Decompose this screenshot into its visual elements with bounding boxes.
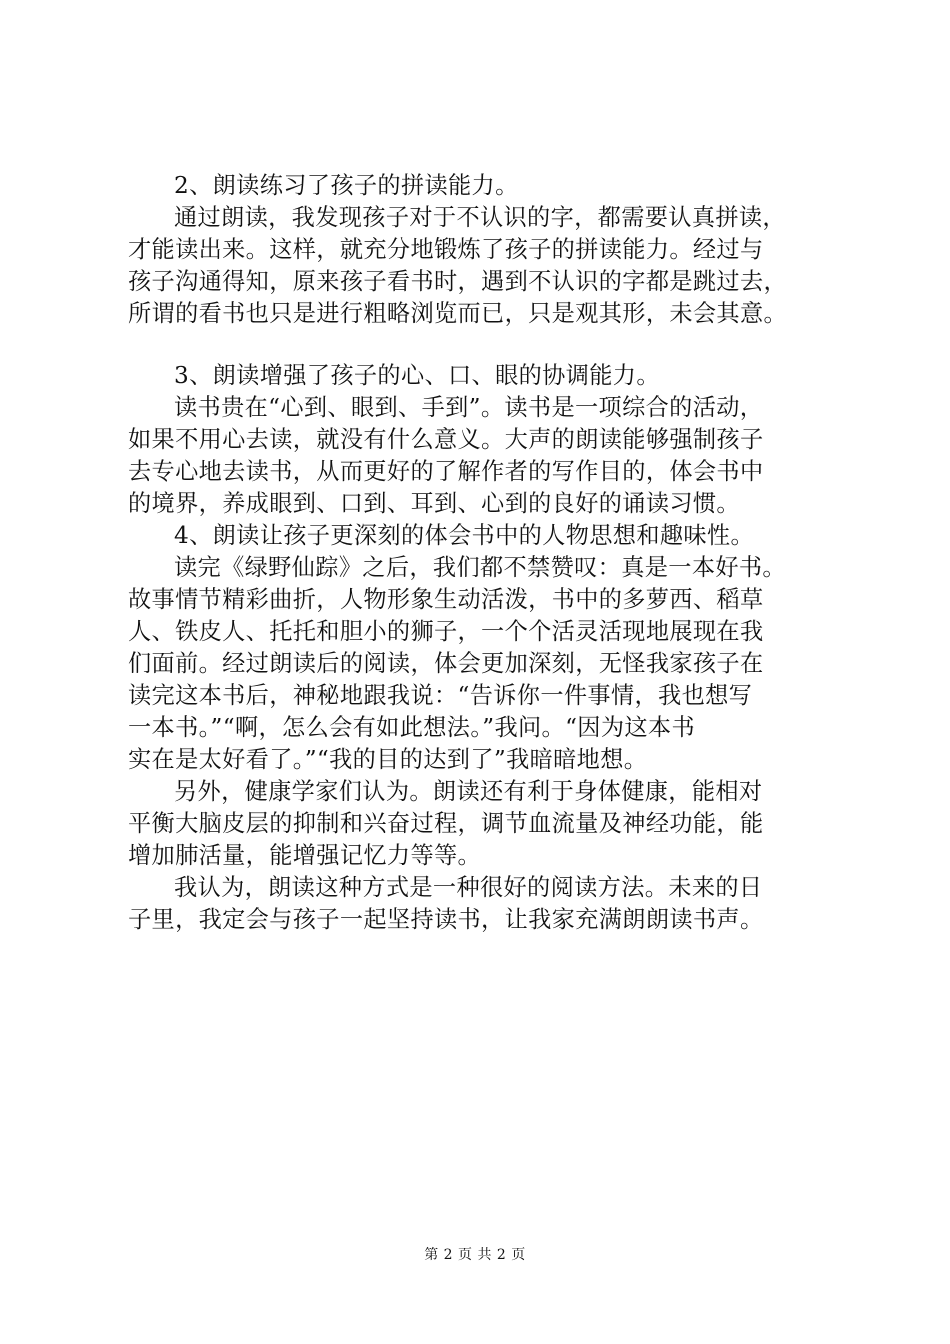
- paragraph-line: 孩子沟通得知，原来孩子看书时，遇到不认识的字都是跳过去，: [128, 268, 788, 295]
- paragraph-line: 平衡大脑皮层的抑制和兴奋过程，调节血流量及神经功能，能: [128, 810, 764, 837]
- paragraph-line: 读完《绿野仙踪》之后，我们都不禁赞叹：真是一本好书。: [174, 554, 786, 581]
- section-heading: 2、朗读练习了孩子的拼读能力。: [174, 172, 519, 199]
- paragraph-line: 才能读出来。这样，就充分地锻炼了孩子的拼读能力。经过与: [128, 236, 764, 263]
- paragraph-line: 我认为，朗读这种方式是一种很好的阅读方法。未来的日: [174, 874, 763, 901]
- paragraph-line: 故事情节精彩曲折，人物形象生动活泼，书中的多萝西、稻草: [128, 586, 764, 613]
- paragraph-line: 实在是太好看了。”“我的目的达到了”我暗暗地想。: [128, 746, 648, 773]
- section-heading: 4、朗读让孩子更深刻的体会书中的人物思想和趣味性。: [174, 522, 754, 549]
- paragraph-line: 读完这本书后，神秘地跟我说：“告诉你一件事情，我也想写: [128, 682, 753, 709]
- page-footer: [0, 1245, 950, 1265]
- paragraph-line: 增加肺活量，能增强记忆力等等。: [128, 842, 482, 869]
- paragraph-line: 子里，我定会与孩子一起坚持读书，让我家充满朗朗读书声。: [128, 906, 764, 933]
- paragraph-line: 一本书。”“啊，怎么会有如此想法。”我问。“因为这本书: [128, 714, 695, 741]
- paragraph-gap: [128, 330, 840, 360]
- paragraph-line: 所谓的看书也只是进行粗略浏览而已，只是观其形，未会其意。: [128, 300, 788, 327]
- paragraph-line: 另外，健康学家们认为。朗读还有利于身体健康，能相对: [174, 778, 763, 805]
- page-number: 第 2 页 共 2 页: [424, 1247, 526, 1263]
- paragraph-line: 去专心地去读书，从而更好的了解作者的写作目的，体会书中: [128, 458, 764, 485]
- paragraph-line: 如果不用心去读，就没有什么意义。大声的朗读能够强制孩子: [128, 426, 764, 453]
- paragraph-line: 通过朗读，我发现孩子对于不认识的字，都需要认真拼读，: [174, 204, 786, 231]
- paragraph-line: 读书贵在“心到、眼到、手到”。读书是一项综合的活动，: [174, 394, 764, 421]
- paragraph-line: 人、铁皮人、托托和胆小的狮子，一个个活灵活现地展现在我: [128, 618, 764, 645]
- section-heading: 3、朗读增强了孩子的心、口、眼的协调能力。: [174, 362, 660, 389]
- paragraph-line: 的境界，养成眼到、口到、耳到、心到的良好的诵读习惯。: [128, 490, 740, 517]
- paragraph-line: 们面前。经过朗读后的阅读，体会更加深刻，无怪我家孩子在: [128, 650, 764, 677]
- document-body: [128, 170, 840, 936]
